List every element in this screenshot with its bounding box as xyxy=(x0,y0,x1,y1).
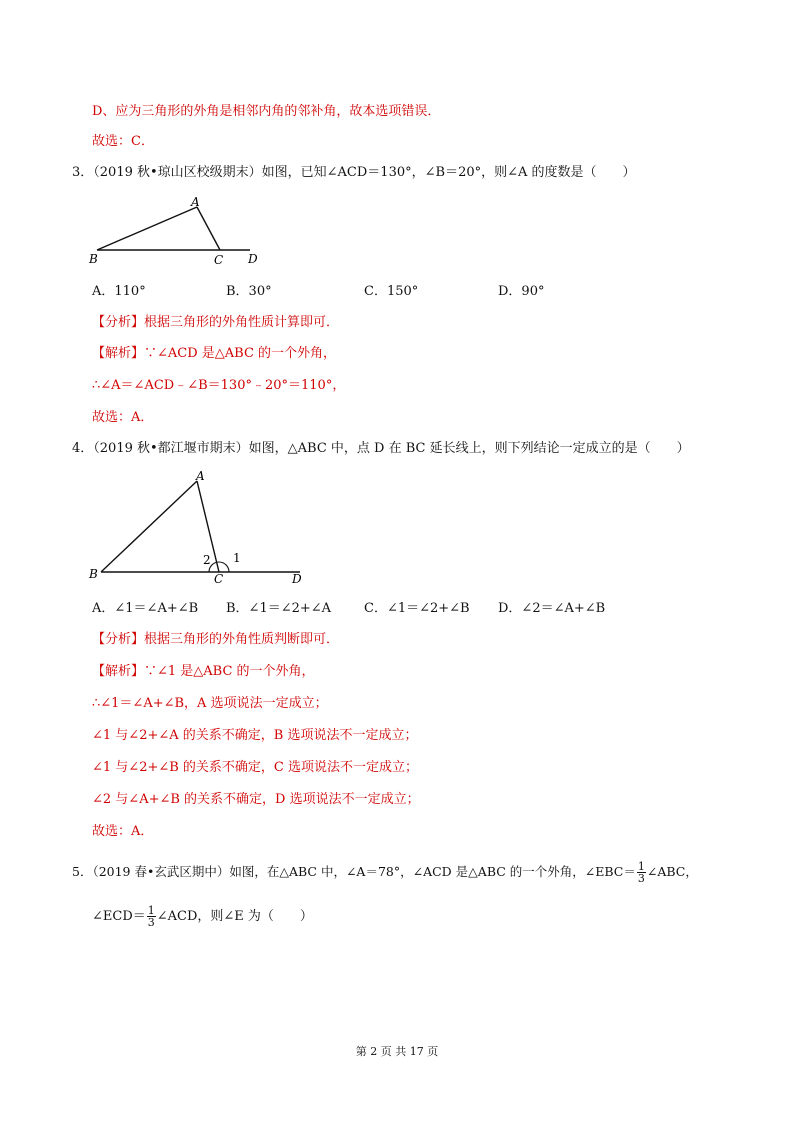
q3-option-d: D．90° xyxy=(498,284,545,299)
q4-option-d: D．∠2＝∠A+∠B xyxy=(498,601,606,616)
q3-label-b: B xyxy=(89,252,98,266)
q3-solution: 【解析】∵∠ACD 是△ABC 的一个外角， xyxy=(92,346,337,361)
q3-option-a: A．110° xyxy=(92,284,146,299)
prev-option-d-text: D、应为三角形的外角是相邻内角的邻补角，故本选项错误． xyxy=(92,104,441,119)
q5-stem-line-1 xyxy=(72,861,698,884)
q4-label-angle-2: 2 xyxy=(203,553,211,567)
q4-stem: 4．（2019 秋•都江堰市期末）如图，△ABC 中，点 D 在 BC 延长线上，则下列结论一定成立的是（ ） xyxy=(72,441,690,456)
q5-fraction-2: $\frac{1}{3}$ xyxy=(147,904,155,929)
q4-solution: 【解析】∵∠1 是△ABC 的一个外角， xyxy=(92,664,315,679)
q4-label-c: C xyxy=(214,572,224,586)
q4-label-a: A xyxy=(196,469,205,483)
page-footer: 第 2 页 共 17 页 xyxy=(355,1045,439,1058)
q4-answer: 故选：A． xyxy=(92,824,154,839)
q3-stem: 3．（2019 秋•琼山区校级期末）如图，已知∠ACD＝130°，∠B＝20°，则∠A 的度数是（ ） xyxy=(72,165,636,180)
q5-fraction-1: $\frac{1}{3}$ xyxy=(637,860,645,885)
q4-option-c: C．∠1＝∠2+∠B xyxy=(364,601,470,616)
q4-label-b: B xyxy=(89,567,98,581)
q3-line-ba xyxy=(97,207,197,250)
q4-option-b: B．∠1＝∠2+∠A xyxy=(226,601,332,616)
q3-label-d: D xyxy=(248,252,258,266)
prev-answer: 故选：C． xyxy=(92,134,154,149)
q3-figure xyxy=(85,192,275,267)
q3-label-a: A xyxy=(191,195,200,209)
q4-label-d: D xyxy=(292,572,302,586)
q4-line-ba xyxy=(101,481,197,572)
q5-stem-part-a: 5．（2019 春•玄武区期中）如图，在△ABC 中，∠A＝78°，∠ACD 是△ABC 的一个外角，∠EBC＝ xyxy=(72,864,636,879)
q3-answer: 故选：A． xyxy=(92,410,154,425)
q4-label-angle-1: 1 xyxy=(233,551,241,565)
q3-analysis: 【分析】根据三角形的外角性质计算即可． xyxy=(92,315,340,330)
q4-analysis: 【分析】根据三角形的外角性质判断即可． xyxy=(92,632,340,647)
q3-label-c: C xyxy=(214,253,224,267)
q4-option-a: A．∠1＝∠A+∠B xyxy=(92,601,199,616)
q5-stem-line-2 xyxy=(92,905,313,928)
q4-line-4: ∠2 与∠A+∠B 的关系不确定，D 选项说法不一定成立； xyxy=(92,792,420,807)
q5-stem-part-b: ∠ABC， xyxy=(646,864,698,879)
q3-option-b: B．30° xyxy=(226,284,272,299)
q4-line-1: ∴∠1＝∠A+∠B，A 选项说法一定成立； xyxy=(92,696,328,711)
q3-step: ∴∠A＝∠ACD﹣∠B＝130°﹣20°＝110°， xyxy=(92,378,346,393)
q4-line-2: ∠1 与∠2+∠A 的关系不确定，B 选项说法不一定成立； xyxy=(92,728,418,743)
q5-stem-part-c: ∠ECD＝ xyxy=(92,909,146,924)
q3-line-ac xyxy=(197,207,220,250)
q5-stem-part-d: ∠ACD，则∠E 为（ ） xyxy=(156,909,313,924)
q4-figure xyxy=(85,467,310,587)
q4-line-3: ∠1 与∠2+∠B 的关系不确定，C 选项说法不一定成立； xyxy=(92,760,419,775)
q3-option-c: C．150° xyxy=(364,284,419,299)
